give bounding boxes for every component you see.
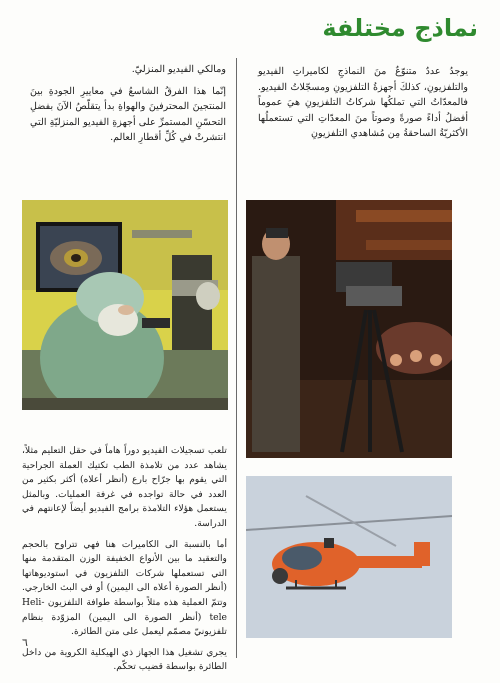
surgery-photo [22, 200, 228, 410]
page-number: ٦ [22, 636, 28, 649]
helicopter-photo [246, 476, 452, 638]
continued-paragraph-block [30, 62, 226, 152]
intro-paragraph-block [258, 64, 468, 148]
column-divider [236, 58, 237, 658]
caption-paragraph-block [22, 444, 227, 681]
continued-paragraph-1: ومالكي الفيديو المنزليّ. [131, 64, 226, 75]
caption-paragraph-1: تلعب تسجيلات الفيديو دوراً هاماً في حقل التعليم مثلاً، يشاهد عدد من تلامذة الطب تكتيك العملة الجراحية التي يقوم بها جرّاح بارع (أنظر أعلاه) أكثر بكثير من العدد في حالة تواجده في غرفة العمليات. وبالمثل يستعمل هؤلاء التلامذة برامج الفيديو أيضاً لإعانتهم في الدراسة. [22, 445, 227, 529]
intro-paragraph: يوجدُ عددٌ متنوّعٌ منَ النماذجِ لكاميراتِ الفيديو والتلفزيونِ، كذلكَ أجهزةُ التلفزيونِ ومسجّلاتُ الفيديو. فالمعدّاتُ التي تملكُها شركاتُ التلفزيونِ هيَ عموماً أفضلُ أداءً صورةً وصوتاً منَ المعدّاتِ التي تستعملُها الأكثريّةُ الساحقةُ مِن مُشاهدي التلفزيونِ [258, 66, 468, 140]
page-title: نماذج مختلفة [322, 14, 478, 42]
continued-paragraph-2: إنّما هذا الفرقُ الشاسعُ في معاييرِ الجودةِ بينَ المنتجينَ المحترفينَ والهواةِ بدأ يتقلّصُ الآنَ بفضلِ التحسّنِ المستمرِّ على أجهزةِ الفيديو المنزليّةِ التي انتشرتْ في كُلِّ أقطارِ العالم. [30, 85, 226, 144]
caption-paragraph-2: أما بالنسبة الى الكاميرات هنا فهي تتراوح بالحجم والتعقيد ما بين الأنواع الخفيفة الوزن المتقدمة منها التي تستعملها شركات التلفزيون في استوديوهاتها (أنظر الصورة أعلاه الى اليمين) أو في البث الخارجي. وتتمّ العملية هذه مثلاً بواسطة طوافة التلفزيون Heli-tele (أنظر الصورة الى اليمين) المزوّدة بنظام تلفزيونيّ مصمّم ليعمل على متن الطائرة. [22, 538, 227, 638]
studio-camera-photo [246, 200, 452, 458]
caption-paragraph-3: يجري تشغيل هذا الجهاز ذي الهيكلية الكروية من داخل الطائرة بواسطة قضيب تحكّم. [22, 646, 227, 673]
